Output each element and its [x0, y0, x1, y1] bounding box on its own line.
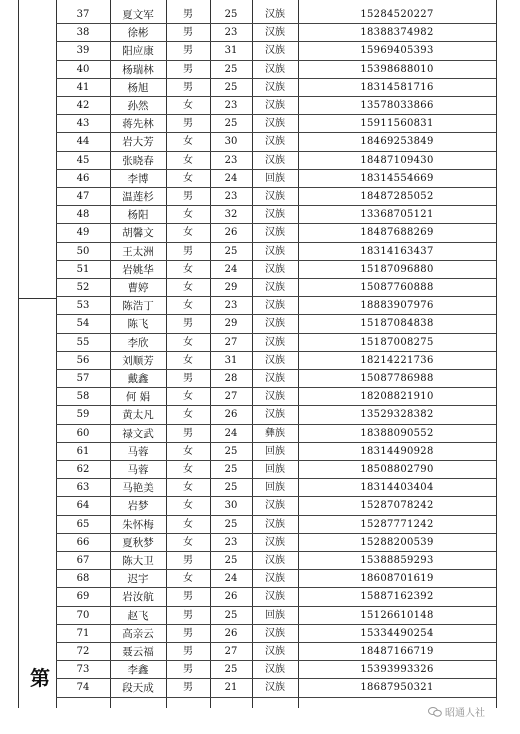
- cell-number: 37: [76, 9, 90, 20]
- cell-sex: 男: [183, 81, 193, 93]
- cell-ethnicity: 汉族: [265, 191, 285, 202]
- cell-ethnicity: 汉族: [265, 664, 285, 676]
- section-label: 第: [30, 666, 50, 690]
- cell-name: 马蓉: [127, 445, 149, 458]
- cell-number: 39: [76, 45, 90, 57]
- cell-number: 38: [76, 27, 90, 39]
- cell-phone: 18388374982: [360, 27, 434, 39]
- cell-phone: 18388090552: [360, 427, 434, 439]
- cell-sex: 男: [183, 591, 193, 603]
- cell-age: 23: [224, 300, 238, 312]
- cell-phone: 18469253849: [360, 136, 434, 148]
- cell-phone: 15969405393: [360, 45, 434, 57]
- cell-age: 29: [224, 282, 238, 293]
- cell-name: 陈大卫: [122, 555, 154, 567]
- table-row: [56, 315, 496, 333]
- table-row: [56, 516, 496, 534]
- table-row: [56, 534, 496, 552]
- cell-age: 24: [224, 573, 238, 585]
- cell-age: 25: [224, 118, 238, 130]
- cell-name: 杨阳: [127, 209, 149, 222]
- cell-phone: 18487285052: [360, 191, 434, 202]
- cell-phone: 18314581716: [360, 81, 434, 93]
- cell-ethnicity: 汉族: [265, 318, 285, 330]
- cell-name: 高亲云: [122, 627, 154, 640]
- cell-name: 张晓春: [122, 154, 154, 167]
- cell-number: 62: [76, 464, 90, 475]
- cell-sex: 男: [183, 646, 193, 657]
- cell-ethnicity: 汉族: [265, 63, 285, 75]
- cell-age: 29: [224, 318, 238, 330]
- cell-number: 51: [76, 263, 90, 275]
- cell-ethnicity: 汉族: [265, 118, 285, 130]
- cell-phone: 15398688010: [360, 63, 434, 75]
- cell-number: 52: [76, 282, 90, 293]
- cell-phone: 13368705121: [360, 209, 434, 221]
- cell-age: 30: [224, 500, 238, 512]
- cell-phone: 18487109430: [360, 154, 434, 166]
- cell-age: 23: [224, 154, 238, 166]
- section-divider: [18, 298, 56, 299]
- cell-sex: 男: [183, 664, 193, 676]
- cell-number: 72: [76, 646, 90, 657]
- cell-age: 21: [224, 682, 238, 694]
- table-row: [56, 152, 496, 170]
- cell-age: 25: [224, 445, 238, 457]
- cell-phone: 18214221736: [360, 354, 434, 366]
- table-row: [56, 6, 496, 24]
- cell-sex: 男: [183, 427, 193, 439]
- cell-ethnicity: 彝族: [265, 427, 285, 439]
- cell-phone: 13578033866: [360, 100, 434, 111]
- cell-age: 27: [224, 336, 238, 348]
- cell-age: 25: [224, 63, 238, 75]
- cell-age: 27: [224, 646, 238, 657]
- table-row: [56, 42, 496, 60]
- cell-number: 54: [76, 318, 90, 330]
- cell-sex: 女: [183, 391, 193, 403]
- cell-ethnicity: 回族: [265, 172, 285, 184]
- cell-ethnicity: 汉族: [265, 45, 285, 57]
- cell-ethnicity: 汉族: [265, 263, 285, 275]
- cell-name: 孙然: [127, 100, 149, 112]
- cell-sex: 女: [183, 172, 193, 184]
- cell-sex: 女: [183, 354, 193, 366]
- table-row: [56, 352, 496, 370]
- cell-number: 49: [76, 227, 90, 239]
- cell-number: 63: [76, 482, 90, 494]
- cell-phone: 18883907976: [360, 300, 434, 312]
- cell-sex: 男: [183, 9, 193, 20]
- cell-age: 26: [224, 227, 238, 239]
- cell-sex: 女: [183, 282, 193, 293]
- cell-name: 杨旭: [127, 81, 149, 94]
- cell-name: 赵飞: [127, 609, 149, 622]
- cell-phone: 18314403404: [360, 482, 434, 494]
- cell-number: 57: [76, 373, 90, 384]
- cell-name: 禄文武: [122, 427, 154, 440]
- cell-age: 25: [224, 81, 238, 93]
- cell-ethnicity: 汉族: [265, 391, 285, 403]
- cell-phone: 13529328382: [360, 409, 434, 421]
- cell-ethnicity: 回族: [265, 464, 285, 475]
- cell-age: 25: [224, 245, 238, 257]
- cell-number: 40: [76, 63, 90, 75]
- cell-sex: 女: [183, 154, 193, 166]
- cell-name: 黄太凡: [122, 409, 154, 422]
- cell-sex: 男: [183, 627, 193, 639]
- cell-name: 陈浩丁: [122, 300, 154, 313]
- cell-number: 56: [76, 354, 90, 366]
- cell-age: 25: [224, 664, 238, 676]
- cell-name: 迟宇: [127, 573, 149, 586]
- cell-name: 岩汝航: [122, 591, 154, 604]
- cell-number: 71: [76, 627, 90, 639]
- cell-sex: 男: [183, 318, 193, 330]
- cell-name: 陈飞: [127, 318, 149, 331]
- cell-name: 胡馨文: [122, 227, 154, 240]
- cell-age: 23: [224, 27, 238, 39]
- watermark-text: 昭通人社: [445, 708, 485, 719]
- cell-phone: 15287771242: [360, 518, 434, 530]
- cell-number: 45: [76, 154, 90, 166]
- table-row: [56, 133, 496, 151]
- cell-name: 徐彬: [127, 27, 149, 40]
- cell-number: 60: [76, 427, 90, 439]
- cell-sex: 女: [183, 209, 193, 221]
- table-row: [56, 243, 496, 261]
- cell-number: 69: [76, 591, 90, 603]
- cell-ethnicity: 汉族: [265, 536, 285, 548]
- cell-age: 25: [224, 464, 238, 475]
- cell-sex: 男: [183, 27, 193, 39]
- cell-age: 24: [224, 263, 238, 275]
- cell-age: 25: [224, 609, 238, 621]
- cell-number: 59: [76, 409, 90, 421]
- cell-number: 41: [76, 81, 90, 93]
- cell-age: 26: [224, 591, 238, 603]
- cell-age: 23: [224, 191, 238, 202]
- cell-phone: 15388859293: [360, 555, 434, 566]
- cell-name: 李欣: [127, 336, 149, 349]
- cell-phone: 15393993326: [360, 664, 434, 676]
- cell-ethnicity: 汉族: [265, 555, 285, 566]
- cell-ethnicity: 汉族: [265, 282, 285, 293]
- cell-phone: 18608701619: [360, 573, 434, 585]
- cell-phone: 15187084838: [360, 318, 434, 330]
- cell-sex: 男: [183, 45, 193, 57]
- cell-ethnicity: 汉族: [265, 245, 285, 257]
- cell-age: 25: [224, 9, 238, 20]
- cell-sex: 男: [183, 191, 193, 202]
- table-row: [56, 61, 496, 79]
- cell-sex: 女: [183, 482, 193, 494]
- cell-number: 66: [76, 536, 90, 548]
- table-row: [56, 24, 496, 42]
- cell-sex: 女: [183, 100, 193, 111]
- cell-sex: 女: [183, 136, 193, 148]
- cell-number: 53: [76, 300, 90, 312]
- cell-ethnicity: 汉族: [265, 27, 285, 39]
- wechat-icon: [428, 707, 442, 717]
- cell-sex: 男: [183, 609, 193, 621]
- cell-ethnicity: 汉族: [265, 154, 285, 166]
- cell-sex: 女: [183, 263, 193, 275]
- cell-number: 67: [76, 555, 90, 566]
- table-row: [56, 406, 496, 424]
- cell-age: 31: [224, 45, 238, 57]
- cell-phone: 18508802790: [360, 464, 434, 475]
- cell-name: 聂云福: [122, 646, 154, 658]
- cell-ethnicity: 回族: [265, 445, 285, 457]
- cell-age: 26: [224, 627, 238, 639]
- cell-sex: 女: [183, 336, 193, 348]
- cell-name: 朱怀梅: [122, 518, 154, 531]
- cell-sex: 女: [183, 536, 193, 548]
- cell-number: 58: [76, 391, 90, 403]
- table-row: [56, 79, 496, 97]
- cell-name: 马艳美: [122, 482, 154, 495]
- cell-phone: 15187096880: [360, 263, 434, 275]
- cell-age: 24: [224, 427, 238, 439]
- cell-phone: 15887162392: [360, 591, 434, 603]
- cell-ethnicity: 汉族: [265, 336, 285, 348]
- cell-sex: 男: [183, 245, 193, 257]
- cell-number: 43: [76, 118, 90, 130]
- cell-name: 蒋先林: [122, 118, 154, 131]
- cell-ethnicity: 汉族: [265, 100, 285, 111]
- cell-name: 段天成: [122, 682, 154, 695]
- cell-number: 68: [76, 573, 90, 585]
- cell-sex: 男: [183, 118, 193, 130]
- cell-number: 42: [76, 100, 90, 111]
- cell-sex: 女: [183, 300, 193, 312]
- cell-name: 刘顺芳: [122, 354, 154, 367]
- table-row: [56, 206, 496, 224]
- cell-sex: 女: [183, 500, 193, 512]
- cell-ethnicity: 回族: [265, 609, 285, 621]
- table-row: [56, 461, 496, 479]
- cell-name: 杨瑞林: [122, 63, 154, 76]
- table-row: [56, 679, 496, 697]
- cell-sex: 女: [183, 518, 193, 530]
- cell-number: 50: [76, 245, 90, 257]
- table-row: [56, 261, 496, 279]
- cell-phone: 18687950321: [360, 682, 434, 694]
- table-row: [56, 479, 496, 497]
- cell-name: 王太洲: [122, 245, 154, 258]
- table-row: [56, 570, 496, 588]
- cell-age: 28: [224, 373, 238, 384]
- cell-number: 70: [76, 609, 90, 621]
- cell-number: 61: [76, 445, 90, 457]
- left-margin-line-lower: [18, 298, 19, 708]
- cell-ethnicity: 汉族: [265, 518, 285, 530]
- cell-phone: 18314490928: [360, 445, 434, 457]
- cell-name: 何 娟: [125, 391, 151, 404]
- cell-age: 31: [224, 354, 238, 366]
- cell-ethnicity: 汉族: [265, 682, 285, 694]
- table-row: [56, 588, 496, 606]
- table-row: [56, 443, 496, 461]
- cell-name: 岩梦: [127, 500, 149, 513]
- col-line: [496, 0, 497, 708]
- table-row: [56, 552, 496, 570]
- cell-number: 55: [76, 336, 90, 348]
- cell-phone: 18487166719: [360, 646, 434, 657]
- cell-phone: 15187008275: [360, 336, 434, 348]
- cell-age: 23: [224, 100, 238, 111]
- cell-ethnicity: 汉族: [265, 500, 285, 512]
- cell-phone: 18487688269: [360, 227, 434, 239]
- table-row: [56, 607, 496, 625]
- cell-ethnicity: 汉族: [265, 9, 285, 20]
- cell-phone: 15087760888: [360, 282, 434, 293]
- cell-name: 夏秋梦: [122, 536, 154, 549]
- table-row: [56, 370, 496, 388]
- cell-ethnicity: 汉族: [265, 81, 285, 93]
- cell-age: 25: [224, 518, 238, 530]
- cell-age: 24: [224, 172, 238, 184]
- cell-phone: 15284520227: [360, 9, 434, 20]
- table-row: [56, 388, 496, 406]
- cell-age: 23: [224, 536, 238, 548]
- table-row: [56, 97, 496, 115]
- cell-number: 74: [76, 682, 90, 694]
- cell-ethnicity: 回族: [265, 482, 285, 494]
- left-margin-line-upper: [18, 0, 19, 299]
- cell-number: 48: [76, 209, 90, 221]
- table-row: [56, 188, 496, 206]
- cell-age: 25: [224, 555, 238, 566]
- cell-name: 曹婷: [127, 282, 149, 294]
- cell-ethnicity: 汉族: [265, 573, 285, 585]
- table-row: [56, 279, 496, 297]
- cell-ethnicity: 汉族: [265, 627, 285, 639]
- cell-phone: 18208821910: [360, 391, 434, 403]
- table-row: [56, 425, 496, 443]
- cell-number: 64: [76, 500, 90, 512]
- table-row: [56, 661, 496, 679]
- cell-number: 65: [76, 518, 90, 530]
- cell-phone: 18314163437: [360, 245, 434, 257]
- cell-sex: 男: [183, 373, 193, 384]
- cell-name: 岩姚华: [122, 263, 154, 276]
- cell-ethnicity: 汉族: [265, 300, 285, 312]
- cell-name: 温莲杉: [122, 191, 154, 203]
- table-row: [56, 297, 496, 315]
- cell-phone: 18314554669: [360, 172, 434, 184]
- cell-number: 47: [76, 191, 90, 202]
- cell-ethnicity: 汉族: [265, 354, 285, 366]
- cell-name: 阳应康: [122, 45, 154, 58]
- cell-ethnicity: 汉族: [265, 591, 285, 603]
- cell-sex: 女: [183, 227, 193, 239]
- cell-phone: 15334490254: [360, 627, 434, 639]
- cell-ethnicity: 汉族: [265, 646, 285, 657]
- cell-number: 73: [76, 664, 90, 676]
- cell-name: 马蓉: [127, 464, 149, 476]
- table-row: [56, 625, 496, 643]
- cell-ethnicity: 汉族: [265, 136, 285, 148]
- cell-sex: 女: [183, 445, 193, 457]
- cell-age: 27: [224, 391, 238, 403]
- table-row: [56, 334, 496, 352]
- cell-name: 戴鑫: [127, 373, 149, 385]
- cell-ethnicity: 汉族: [265, 209, 285, 221]
- cell-phone: 15126610148: [360, 609, 434, 621]
- cell-sex: 女: [183, 409, 193, 421]
- cell-ethnicity: 汉族: [265, 373, 285, 384]
- table-row: [56, 497, 496, 515]
- cell-age: 30: [224, 136, 238, 148]
- table-row: [56, 224, 496, 242]
- cell-phone: 15911560831: [360, 118, 434, 130]
- table-row: [56, 643, 496, 661]
- cell-phone: 15287078242: [360, 500, 434, 512]
- cell-phone: 15288200539: [360, 536, 434, 548]
- cell-age: 25: [224, 482, 238, 494]
- cell-name: 李博: [127, 172, 149, 185]
- cell-sex: 女: [183, 464, 193, 475]
- cell-sex: 男: [183, 682, 193, 694]
- cell-name: 李鑫: [127, 664, 149, 677]
- cell-age: 32: [224, 209, 238, 221]
- cell-age: 26: [224, 409, 238, 421]
- cell-name: 岩大芳: [122, 136, 154, 149]
- cell-sex: 女: [183, 573, 193, 585]
- cell-number: 46: [76, 172, 90, 184]
- cell-ethnicity: 汉族: [265, 227, 285, 239]
- cell-number: 44: [76, 136, 90, 148]
- cell-sex: 男: [183, 555, 193, 566]
- cell-ethnicity: 汉族: [265, 409, 285, 421]
- cell-sex: 男: [183, 63, 193, 75]
- cell-phone: 15087786988: [360, 373, 434, 384]
- cell-name: 夏文军: [122, 9, 154, 21]
- watermark: [428, 704, 485, 719]
- table-row: [56, 115, 496, 133]
- table-row: [56, 170, 496, 188]
